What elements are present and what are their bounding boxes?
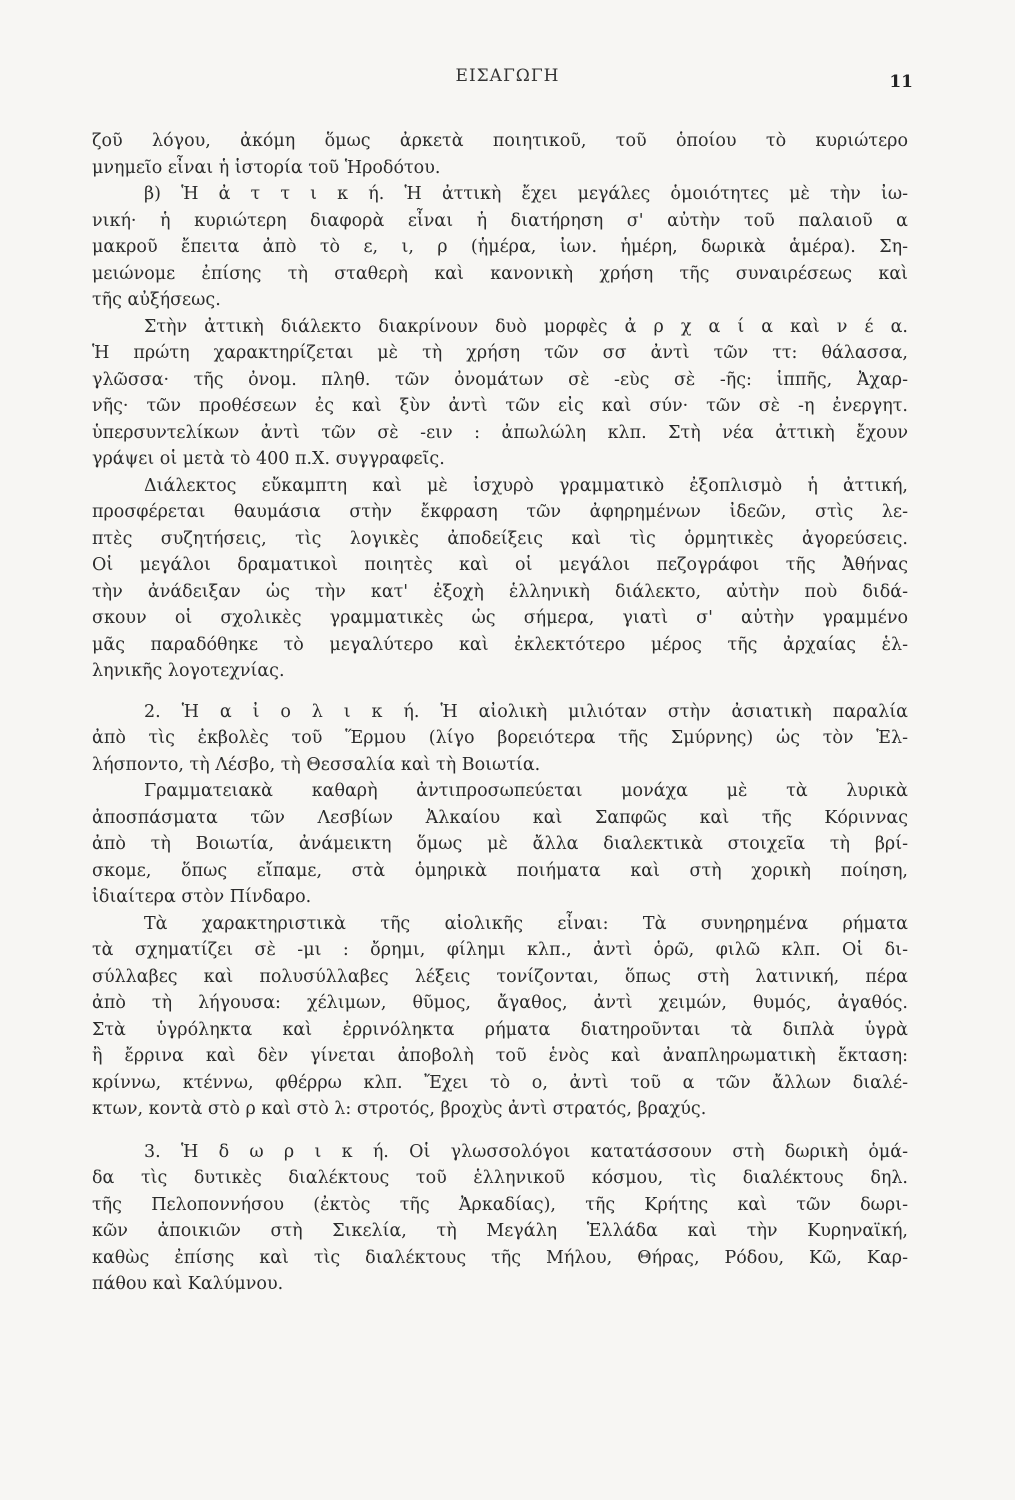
text-line: ἀπὸ τὴ λήγουσα: χέλιμων, θῦμος, ἄγαθος, ἀντὶ χειμών, θυμός, ἀγαθός. [92,993,908,1013]
text-line: τῆς Πελοποννήσου (ἐκτὸς τῆς Ἀρκαδίας), τῆς Κρήτης καὶ τῶν δωρι- [92,1194,908,1215]
text-line: τὴν ἀνάδειξαν ὡς τὴν κατ' ἐξοχὴ ἑλληνικὴ διάλεκτο, αὐτὴν ποὺ διδά- [92,581,908,602]
text-line: ἢ ἔρρινα καὶ δὲν γίνεται ἀποβολὴ τοῦ ἑνὸς καὶ ἀναπληρωματικὴ ἔκταση: [92,1046,908,1066]
text-line: Τὰ χαρακτηριστικὰ τῆς αἰολικῆς εἶναι: Τὰ συνηρημένα ρήματα [144,913,908,934]
text-line: γράψει οἱ μετὰ τὸ 400 π.Χ. συγγραφεῖς. [92,449,445,469]
text-line: ἀποσπάσματα τῶν Λεσβίων Ἀλκαίου καὶ Σαπφῶς καὶ τῆς Κόριννας [92,807,908,828]
text-line: 2. Ἡ α ἰ ο λ ι κ ή. Ἡ αἰολικὴ μιλιόταν στὴν ἀσιατικὴ παραλία [144,701,908,722]
text-line: ἀπὸ τὴ Βοιωτία, ἀνάμεικτη ὅμως μὲ ἄλλα διαλεκτικὰ στοιχεῖα τὴ βρί- [92,834,908,854]
text-line: ζοῦ λόγου, ἀκόμη ὅμως ἀρκετὰ ποιητικοῦ, τοῦ ὁποίου τὸ κυριώτερο [92,131,908,151]
text-line: νῆς· τῶν προθέσεων ἐς καὶ ξὺν ἀντὶ τῶν εἰς καὶ σύν· τῶν σὲ -η ἐνεργητ. [92,396,908,416]
text-line: τὰ σχηματίζει σὲ -μι : ὄρημι, φίλημι κλπ., ἀντὶ ὁρῶ, φιλῶ κλπ. Οἱ δι- [92,940,908,960]
text-line: Ἡ πρώτη χαρακτηρίζεται μὲ τὴ χρήση τῶν σσ ἀντὶ τῶν ττ: θάλασσα, [92,343,908,363]
text-line: νική· ἡ κυριώτερη διαφορὰ εἶναι ἡ διατήρηση σ' αὐτὴν τοῦ παλαιοῦ α [92,210,908,231]
text-line: κτων, κοντὰ στὸ ρ καὶ στὸ λ: στροτός, βροχὺς ἀντὶ στρατός, βραχύς. [92,1099,707,1119]
text-line: μνημεῖο εἶναι ἡ ἱστορία τοῦ Ἡροδότου. [92,157,441,178]
text-line: Οἱ μεγάλοι δραματικοὶ ποιητὲς καὶ οἱ μεγάλοι πεζογράφοι τῆς Ἀθήνας [92,555,908,575]
text-line: κῶν ἀποικιῶν στὴ Σικελία, τὴ Μεγάλη Ἑλλάδα καὶ τὴν Κυρηναϊκή, [92,1221,908,1241]
text-line: σκουν οἱ σχολικὲς γραμματικὲς ὡς σήμερα, γιατὶ σ' αὐτὴν γραμμένο [92,608,908,628]
text-line: 3. Ἡ δ ω ρ ι κ ή. Οἱ γλωσσολόγοι κατατάσσουν στὴ δωρικὴ ὁμά- [144,1141,908,1162]
running-header: ΕΙΣΑΓΩΓΗ [455,66,560,86]
text-line: ἀπὸ τὶς ἐκβολὲς τοῦ Ἕρμου (λίγο βορειότερα τῆς Σμύρνης) ὡς τὸν Ἑλ- [92,728,908,748]
text-line: σύλλαβες καὶ πολυσύλλαβες λέξεις τονίζονται, ὅπως στὴ λατινική, πέρα [92,966,908,987]
body-text [92,128,908,1298]
text-line: μακροῦ ἔπειτα ἀπὸ τὸ ε, ι, ρ (ἡμέρα, ἰων. ἡμέρη, δωρικὰ ἁμέρα). Ση- [92,237,908,257]
text-line: δα τὶς δυτικὲς διαλέκτους τοῦ ἑλληνικοῦ κόσμου, τὶς διαλέκτους δηλ. [92,1168,908,1188]
text-line: σκομε, ὅπως εἴπαμε, στὰ ὁμηρικὰ ποιήματα καὶ στὴ χορικὴ ποίηση, [92,860,908,881]
text-line: καθὼς ἐπίσης καὶ τὶς διαλέκτους τῆς Μήλου, Θήρας, Ρόδου, Κῶ, Καρ- [92,1247,908,1268]
text-line: Στὰ ὑγρόληκτα καὶ ἐρρινόληκτα ρήματα διατηροῦνται τὰ διπλὰ ὑγρὰ [92,1019,908,1040]
text-line: πάθου καὶ Καλύμνου. [92,1274,284,1294]
text-line: ἰδιαίτερα στὸν Πίνδαρο. [92,887,312,907]
text-line: Διάλεκτος εὔκαμπτη καὶ μὲ ἰσχυρὸ γραμματικὸ ἐξοπλισμὸ ἡ ἀττική, [144,475,908,496]
page-number: 11 [889,72,913,92]
text-line: πτὲς συζητήσεις, τὶς λογικὲς ἀποδείξεις καὶ τὶς ὁρμητικὲς ἀγορεύσεις. [92,528,908,549]
text-line: λήσποντο, τὴ Λέσβο, τὴ Θεσσαλία καὶ τὴ Βοιωτία. [92,754,541,775]
text-line: προσφέρεται θαυμάσια στὴν ἔκφραση τῶν ἀφηρημένων ἰδεῶν, στὶς λε- [92,502,908,522]
text-line: Στὴν ἀττικὴ διάλεκτο διακρίνουν δυὸ μορφὲς ἀ ρ χ α ί α καὶ ν έ α. [144,316,908,337]
text-line: ὑπερσυντελίκων ἀντὶ τῶν σὲ -ειν : ἀπωλώλη κλπ. Στὴ νέα ἀττικὴ ἔχουν [92,422,908,443]
text-line: τῆς αὐξήσεως. [92,290,221,310]
text-line: μᾶς παραδόθηκε τὸ μεγαλύτερο καὶ ἐκλεκτότερο μέρος τῆς ἀρχαίας ἑλ- [92,634,908,655]
text-line: β) Ἡ ἀ τ τ ι κ ή. Ἡ ἀττικὴ ἔχει μεγάλες ὁμοιότητες μὲ τὴν ἰω- [144,184,908,204]
text-line: Γραμματειακὰ καθαρὴ ἀντιπροσωπεύεται μονάχα μὲ τὰ λυρικὰ [144,781,908,801]
text-line: κρίννω, κτέννω, φθέρρω κλπ. Ἔχει τὸ ο, ἀντὶ τοῦ α τῶν ἄλλων διαλέ- [92,1072,908,1093]
text-line: γλῶσσα· τῆς ὀνομ. πληθ. τῶν ὀνομάτων σὲ -εὺς σὲ -ῆς: ἱππῆς, Ἀχαρ- [92,369,908,390]
text-line: μειώνομε ἐπίσης τὴ σταθερὴ καὶ κανονικὴ χρήση τῆς συναιρέσεως καὶ [92,263,908,284]
text-line: ληνικῆς λογοτεχνίας. [92,661,285,681]
